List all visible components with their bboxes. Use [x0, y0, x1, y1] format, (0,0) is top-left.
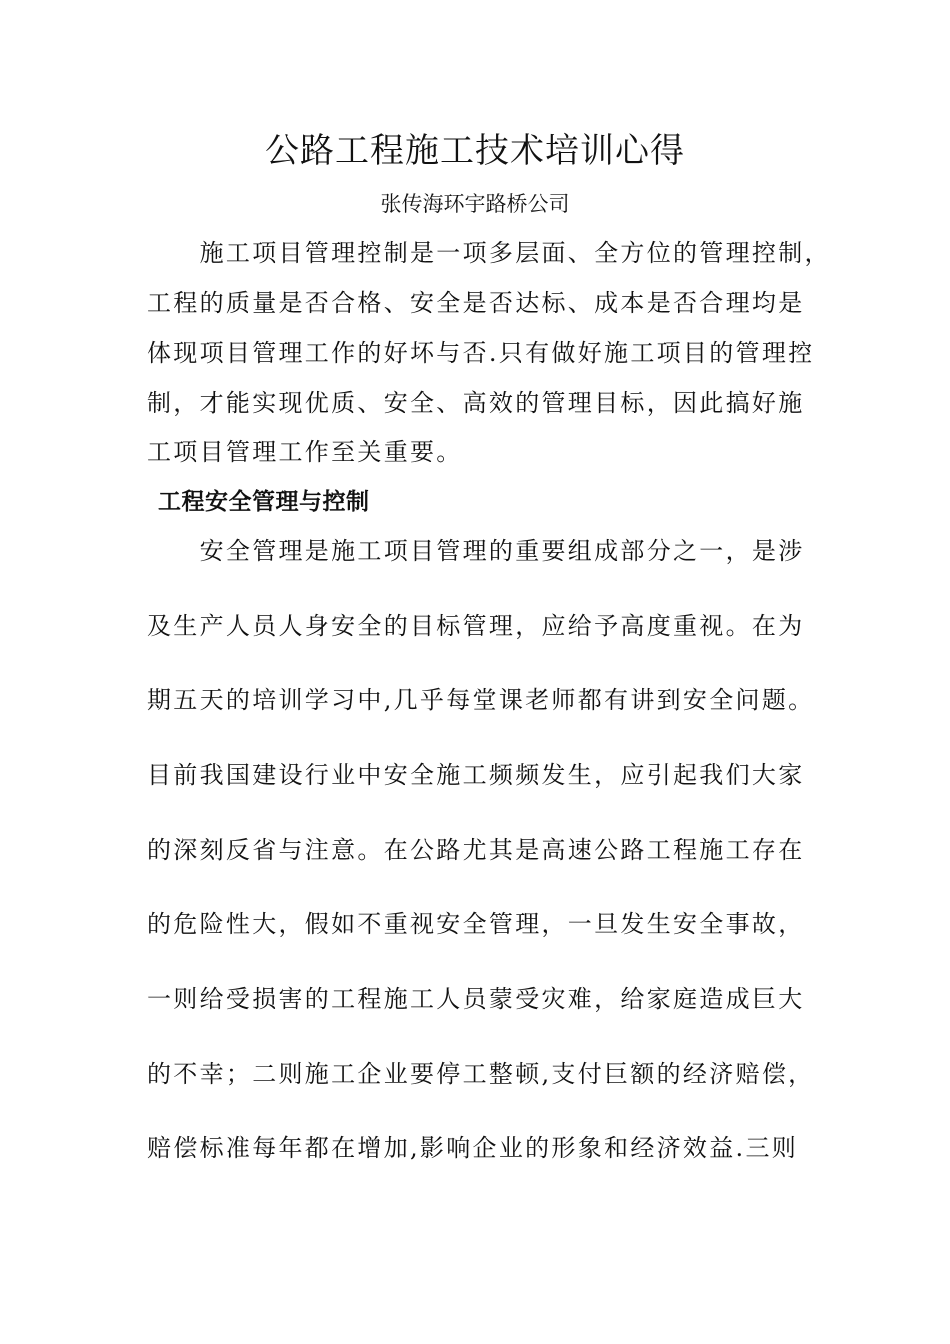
- section-line: 的深刻反省与注意。在公路尤其是高速公路工程施工存在: [147, 836, 805, 864]
- section-heading: 工程安全管理与控制: [158, 489, 370, 515]
- section-line: 赔偿标准每年都在增加,影响企业的形象和经济效益.三则: [147, 1134, 799, 1162]
- document-title: 公路工程施工技术培训心得: [265, 131, 685, 171]
- section-line: 安全管理是施工项目管理的重要组成部分之一，是涉: [147, 537, 805, 565]
- section-line: 的不幸；二则施工企业要停工整顿,支付巨额的经济赔偿，: [147, 1060, 815, 1088]
- intro-line: 工项目管理工作至关重要。: [147, 438, 463, 466]
- section-line: 一则给受损害的工程施工人员蒙受灾难，给家庭造成巨大: [147, 985, 805, 1013]
- section-line: 及生产人员人身安全的目标管理，应给予高度重视。在为: [147, 612, 805, 640]
- section-line: 目前我国建设行业中安全施工频频发生，应引起我们大家: [147, 761, 805, 789]
- author-byline: 张传海环宇路桥公司: [380, 192, 570, 216]
- intro-line: 制，才能实现优质、安全、高效的管理目标，因此搞好施: [147, 389, 805, 417]
- intro-line: 工程的质量是否合格、安全是否达标、成本是否合理均是: [147, 289, 805, 317]
- section-line: 期五天的培训学习中,几乎每堂课老师都有讲到安全问题。: [147, 686, 815, 714]
- section-line: 的危险性大，假如不重视安全管理，一旦发生安全事故，: [147, 910, 805, 938]
- intro-line: 施工项目管理控制是一项多层面、全方位的管理控制，: [147, 239, 831, 267]
- intro-line: 体现项目管理工作的好坏与否.只有做好施工项目的管理控: [147, 339, 815, 367]
